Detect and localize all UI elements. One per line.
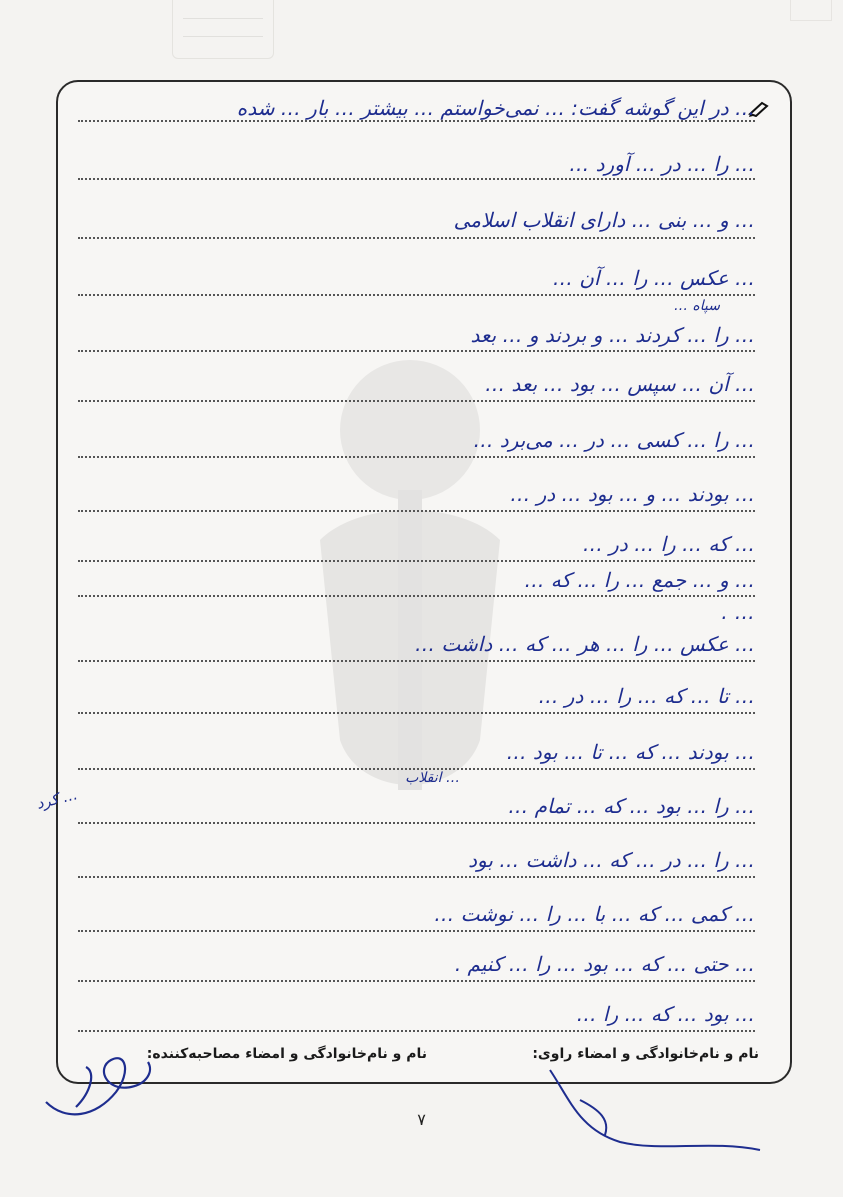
interlinear-note: … انقلاب <box>405 770 460 786</box>
handwritten-line: … و … بنی … دارای انقلاب اسلامی <box>453 208 755 232</box>
handwritten-line: … کمی … که … با … را … نوشت … <box>434 902 755 926</box>
ruled-line <box>78 560 755 562</box>
corner-box <box>790 0 832 21</box>
narrator-signature-label: نام و نام‌خانوادگی و امضاء راوی: <box>532 1046 759 1062</box>
interlinear-note: سپاه … <box>673 298 720 314</box>
interviewer-signature-label: نام و نام‌خانوادگی و امضاء مصاحبه‌کننده: <box>146 1046 427 1062</box>
handwritten-line: … حتی … که … بود … را … کنیم . <box>454 952 755 976</box>
ruled-line <box>78 400 755 402</box>
handwritten-line: … بودند … و … بود … در … <box>510 482 755 506</box>
ruled-line <box>78 456 755 458</box>
ruled-line <box>78 595 755 597</box>
handwritten-line: … که … را … در … <box>582 532 755 556</box>
handwritten-line: … را … بود … که … تمام … <box>508 794 755 818</box>
ruled-line <box>78 712 755 714</box>
ruled-line <box>78 350 755 352</box>
archive-stamp <box>172 0 274 59</box>
ruled-line <box>78 294 755 296</box>
handwritten-line: … عکس … را … هر … که … داشت … <box>415 632 755 656</box>
ruled-line <box>78 510 755 512</box>
ruled-line <box>78 660 755 662</box>
ruled-line <box>78 980 755 982</box>
ruled-line <box>78 822 755 824</box>
ruled-line <box>78 237 755 239</box>
ruled-line <box>78 178 755 180</box>
margin-note: … کرد <box>34 785 80 813</box>
handwritten-line: … آن … سپس … بود … بعد … <box>485 372 755 396</box>
handwritten-line: … . <box>721 600 755 624</box>
handwritten-line: … را … در … که … داشت … بود <box>468 848 755 872</box>
handwritten-line: … و … جمع … را … که … <box>524 568 755 592</box>
handwritten-line: … را … در … آورد … <box>569 152 755 176</box>
handwritten-line: … عکس … را … آن … <box>552 266 755 290</box>
handwritten-line: … بود … که … را … <box>576 1002 755 1026</box>
page-number: ۷ <box>417 1110 426 1129</box>
ruled-line <box>78 876 755 878</box>
ruled-line <box>78 120 755 122</box>
handwritten-line: … در این گوشه گفت: … نمی‌خواستم … بیشتر … بار … شده <box>236 96 755 120</box>
ruled-line <box>78 1030 755 1032</box>
handwritten-line: … را … کردند … و بردند و … بعد <box>470 323 755 347</box>
handwritten-line: … بودند … که … تا … بود … <box>506 740 755 764</box>
ruled-line <box>78 930 755 932</box>
handwritten-line: … را … کسی … در … می‌برد … <box>473 428 755 452</box>
handwritten-line: … تا … که … را … در … <box>538 684 755 708</box>
